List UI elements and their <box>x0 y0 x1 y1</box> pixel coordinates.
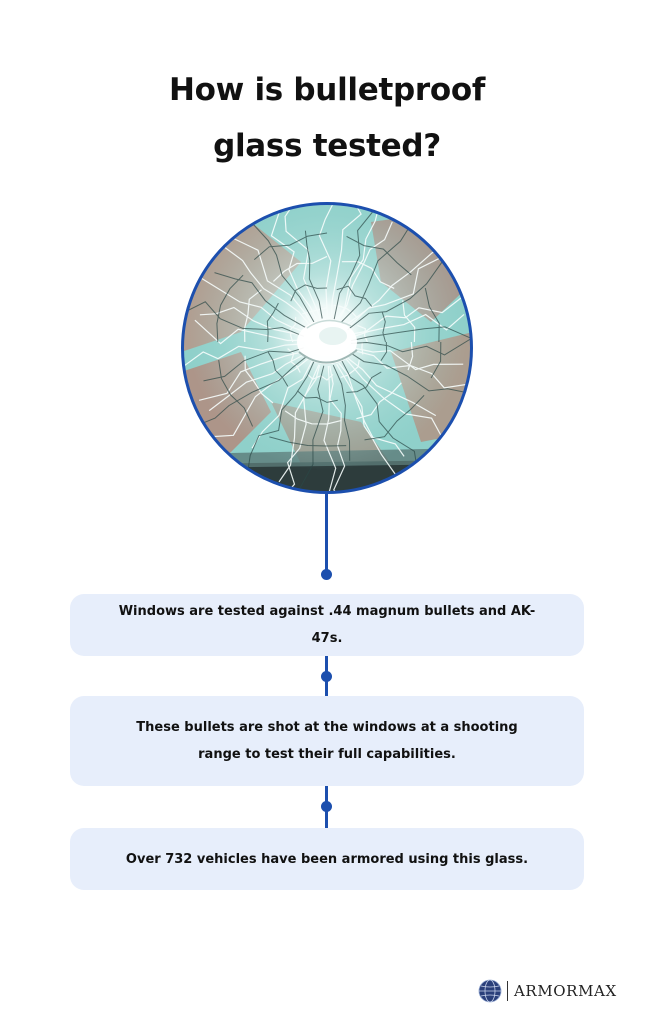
title-line-1: How is bulletproof <box>168 72 486 108</box>
title-line-2: glass tested? <box>213 128 441 164</box>
step-text-1: Windows are tested against .44 magnum bullets and AK-47s. <box>118 604 536 646</box>
timeline-dot-2 <box>321 671 332 682</box>
step-card-1 <box>70 594 584 656</box>
timeline-dot-3 <box>321 801 332 812</box>
timeline-dot-1 <box>321 569 332 580</box>
brand-name: ARMORMAX <box>514 982 617 1000</box>
step-card-3 <box>70 828 584 890</box>
globe-icon <box>478 979 502 1003</box>
step-text-3: Over 732 vehicles have been armored using this glass. <box>125 851 529 867</box>
timeline-connector-1 <box>325 494 328 574</box>
shattered-glass-photo <box>181 202 473 494</box>
logo-divider <box>507 981 508 1001</box>
step-text-2: These bullets are shot at the windows at a shooting range to test their full capabilities. <box>136 720 518 762</box>
page-title <box>0 62 654 174</box>
step-card-2 <box>70 696 584 786</box>
glass-image <box>181 202 473 494</box>
armormax-logo <box>478 978 617 1004</box>
